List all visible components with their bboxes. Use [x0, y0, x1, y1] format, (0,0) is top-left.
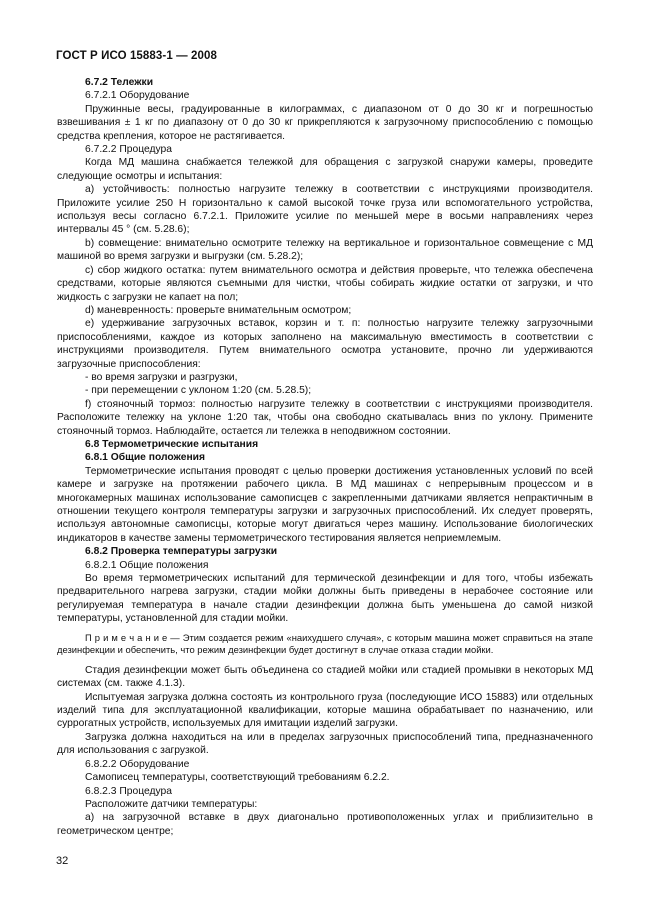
page-number: 32	[56, 855, 69, 867]
subsection-label: 6.7.2.2 Процедура	[85, 144, 172, 156]
paragraph: Пружинные весы, градуированные в килограммах, с диапазоном от 0 до 30 кг и погрешностью взвешивания ± 1 кг по диапазону от 0 до 30 кг прикрепляются к загрузочному приспособлению с помощью средства крепления, которое не растягивается.	[57, 103, 593, 142]
section-heading-6-7-2: 6.7.2 Тележки	[85, 77, 154, 88]
subsection-label: 6.8.2.1 Общие положения	[85, 559, 209, 571]
list-item: b) совмещение: внимательно осмотрите тележку на вертикальное и горизонтальное совмещение с МД машиной во время загрузки и выгрузки (см. 5.28.2);	[57, 237, 593, 263]
document-header: ГОСТ Р ИСО 15883-1 — 2008	[56, 50, 218, 62]
section-heading-6-8-1: 6.8.1 Общие положения	[85, 452, 205, 464]
subsection-label: 6.8.2.3 Процедура	[85, 785, 172, 797]
subsection-label: 6.7.2.1 Оборудование	[85, 90, 190, 102]
subsection-label: 6.8.2.2 Оборудование	[85, 758, 190, 770]
section-heading-6-8: 6.8 Термометрические испытания	[85, 438, 259, 450]
paragraph: Стадия дезинфекции может быть объединена со стадией мойки или стадией промывки в некоторых МД системах (см. также 4.1.3).	[57, 664, 593, 690]
paragraph: Испытуемая загрузка должна состоять из контрольного груза (последующие ИСО 15883) или отдельных изделий типа для эксплуатационной квалификации, которые машина обрабатывает по назначению, или суррогатных устройств, используемых для имитации изделий загрузки.	[57, 691, 593, 730]
list-item: а) на загрузочной вставке в двух диагонально противоположенных углах и приблизительно в геометрическом центре;	[57, 812, 593, 837]
list-item: а) устойчивость: полностью нагрузите тележку в соответствии с инструкциями производителя. Приложите усилие 250 Н горизонтально к самой высокой точке груза или вспомогательного устройства, используя весы согласно 6.7.2.1. Приложите усилие по меньшей мере в восьми направлениях через интервалы 45 ° (см. 5.28.6);	[57, 184, 593, 236]
list-item: c) сбор жидкого остатка: путем внимательного осмотра и действия проверьте, что тележка обеспечена средствами, которые являются съемными для чистки, чтобы собирать жидкие остатки от загрузки, и что жидкость с загрузки не капает на пол;	[57, 264, 593, 303]
list-subitem: - во время загрузки и разгрузки,	[85, 371, 238, 383]
list-item: d) маневренность: проверьте внимательным осмотром;	[85, 304, 352, 316]
list-item: e) удерживание загрузочных вставок, корзин и т. п: полностью нагрузите тележку загрузочными приспособлениями, каждое из которых заполнено на максимальную вместимость в соответствии с инструкциями производителя. Путем внимательного осмотра установите, прочно ли удерживаются загрузочные приспособления:	[57, 318, 593, 370]
paragraph: Во время термометрических испытаний для термической дезинфекции и для того, чтобы избежать предварительного нагрева загрузки, стадии мойки должны быть приведены в нерабочее состояние или регулируемая температура в начале стадии дезинфекции должна быть уменьшена до самой низкой температуры, установленной для стадии мойки.	[57, 573, 593, 625]
list-item: f) стояночный тормоз: полностью нагрузите тележку в соответствии с инструкциями производителя. Расположите тележку на уклоне 1:20 так, чтобы она свободно скатывалась вниз по уклону. Примените стояночный тормоз. Наблюдайте, остается ли тележка в неподвижном состоянии.	[57, 398, 593, 437]
list-subitem: - при перемещении с уклоном 1:20 (см. 5.28.5);	[85, 385, 312, 397]
paragraph: Расположите датчики температуры:	[85, 798, 258, 810]
section-heading-6-8-2: 6.8.2 Проверка температуры загрузки	[85, 546, 278, 558]
paragraph: Загрузка должна находиться на или в пределах загрузочных приспособлений типа, предназначенного для использования с загрузкой.	[57, 731, 593, 757]
note: П р и м е ч а н и е — Этим создается режим «наихудшего случая», с которым машина может справиться на этапе дезинфекции и обеспечить, что режим дезинфекции будет достигнут в случае отказа стадии мойки.	[57, 631, 593, 656]
paragraph: Термометрические испытания проводят с целью проверки достижения установленных условий по всей камере и загрузке на протяжении рабочего цикла. В МД машинах с непрерывным процессом и в многокамерных машинах использование самописцев с закрепленными датчиками является непрактичным в отношении текущего контроля температуры загрузки и загрузочных приспособлений. Их следует проверять, используя автономные самописцы, которые могут двигаться через машину. Использование биологических индикаторов в качестве замены термометрического тестирования является неприемлемым.	[57, 465, 593, 544]
paragraph: Самописец температуры, соответствующий требованиям 6.2.2.	[85, 772, 390, 784]
paragraph: Когда МД машина снабжается тележкой для обращения с загрузкой снаружи камеры, проведите следующие осмотры и испытания:	[57, 157, 593, 182]
document-body	[57, 76, 593, 838]
